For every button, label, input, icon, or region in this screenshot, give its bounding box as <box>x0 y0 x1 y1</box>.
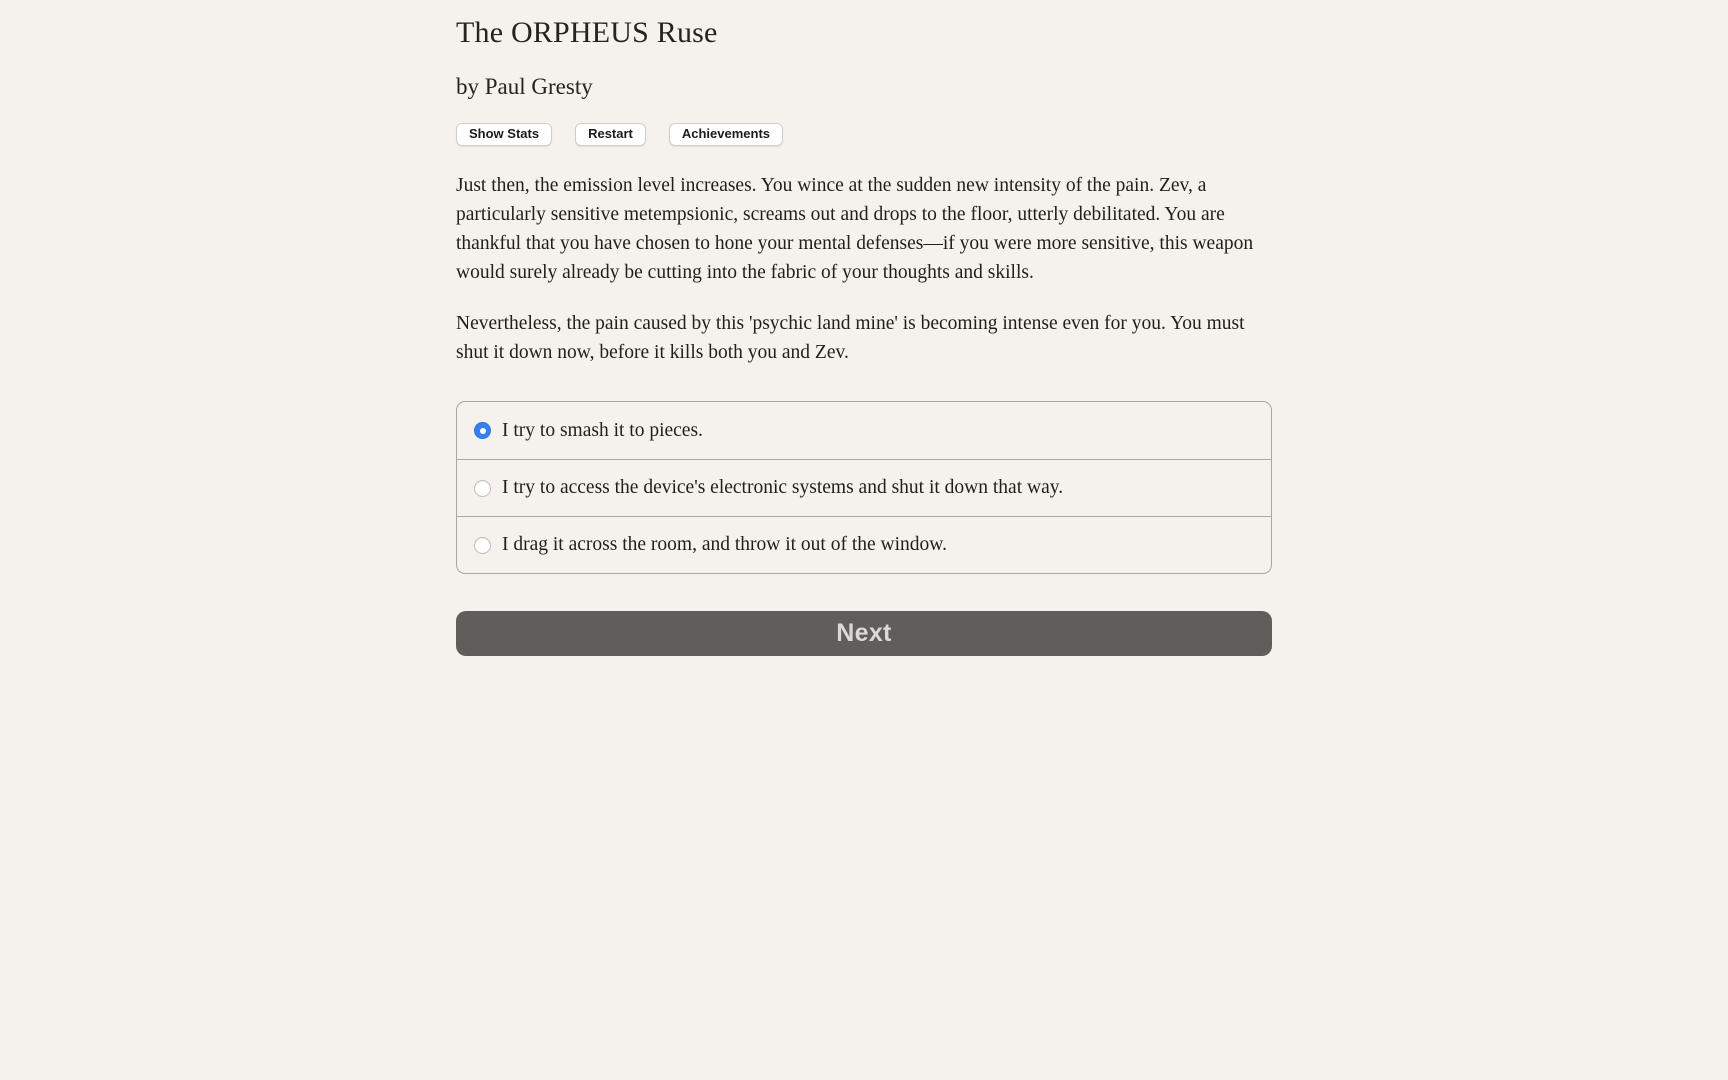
toolbar <box>456 123 1272 146</box>
next-button[interactable]: Next <box>456 611 1272 656</box>
choice-option-label: I try to smash it to pieces. <box>502 419 703 441</box>
choice-option-label: I drag it across the room, and throw it out of the window. <box>502 534 947 556</box>
story-paragraph: Just then, the emission level increases. You wince at the sudden new intensity of the pain. Zev, a particularly sensitive metempsionic, screams out and drops to the floor, utterly debilitated. You are thankful that you have chosen to hone your mental defenses—if you were more sensitive, this weapon would surely already be cutting into the fabric of your thoughts and skills. <box>456 175 1254 283</box>
restart-button[interactable]: Restart <box>575 123 646 146</box>
choice-list <box>456 401 1272 574</box>
choice-option-label: I try to access the device's electronic systems and shut it down that way. <box>502 477 1064 499</box>
radio-button-icon[interactable] <box>474 422 491 439</box>
content-column <box>456 0 1272 656</box>
story-paragraph: Nevertheless, the pain caused by this 'psychic land mine' is becoming intense even for you. You must shut it down now, before it kills both you and Zev. <box>456 313 1245 364</box>
page-title: The ORPHEUS Ruse <box>456 16 718 49</box>
achievements-button[interactable]: Achievements <box>669 123 783 146</box>
choice-option-3[interactable] <box>457 516 1271 573</box>
radio-button-icon[interactable] <box>474 480 491 497</box>
show-stats-button[interactable]: Show Stats <box>456 123 552 146</box>
radio-button-icon[interactable] <box>474 537 491 554</box>
choice-option-2[interactable] <box>457 459 1271 516</box>
choice-option-1[interactable] <box>457 402 1271 459</box>
author-byline: by Paul Gresty <box>456 74 593 99</box>
story-text <box>456 172 1272 368</box>
